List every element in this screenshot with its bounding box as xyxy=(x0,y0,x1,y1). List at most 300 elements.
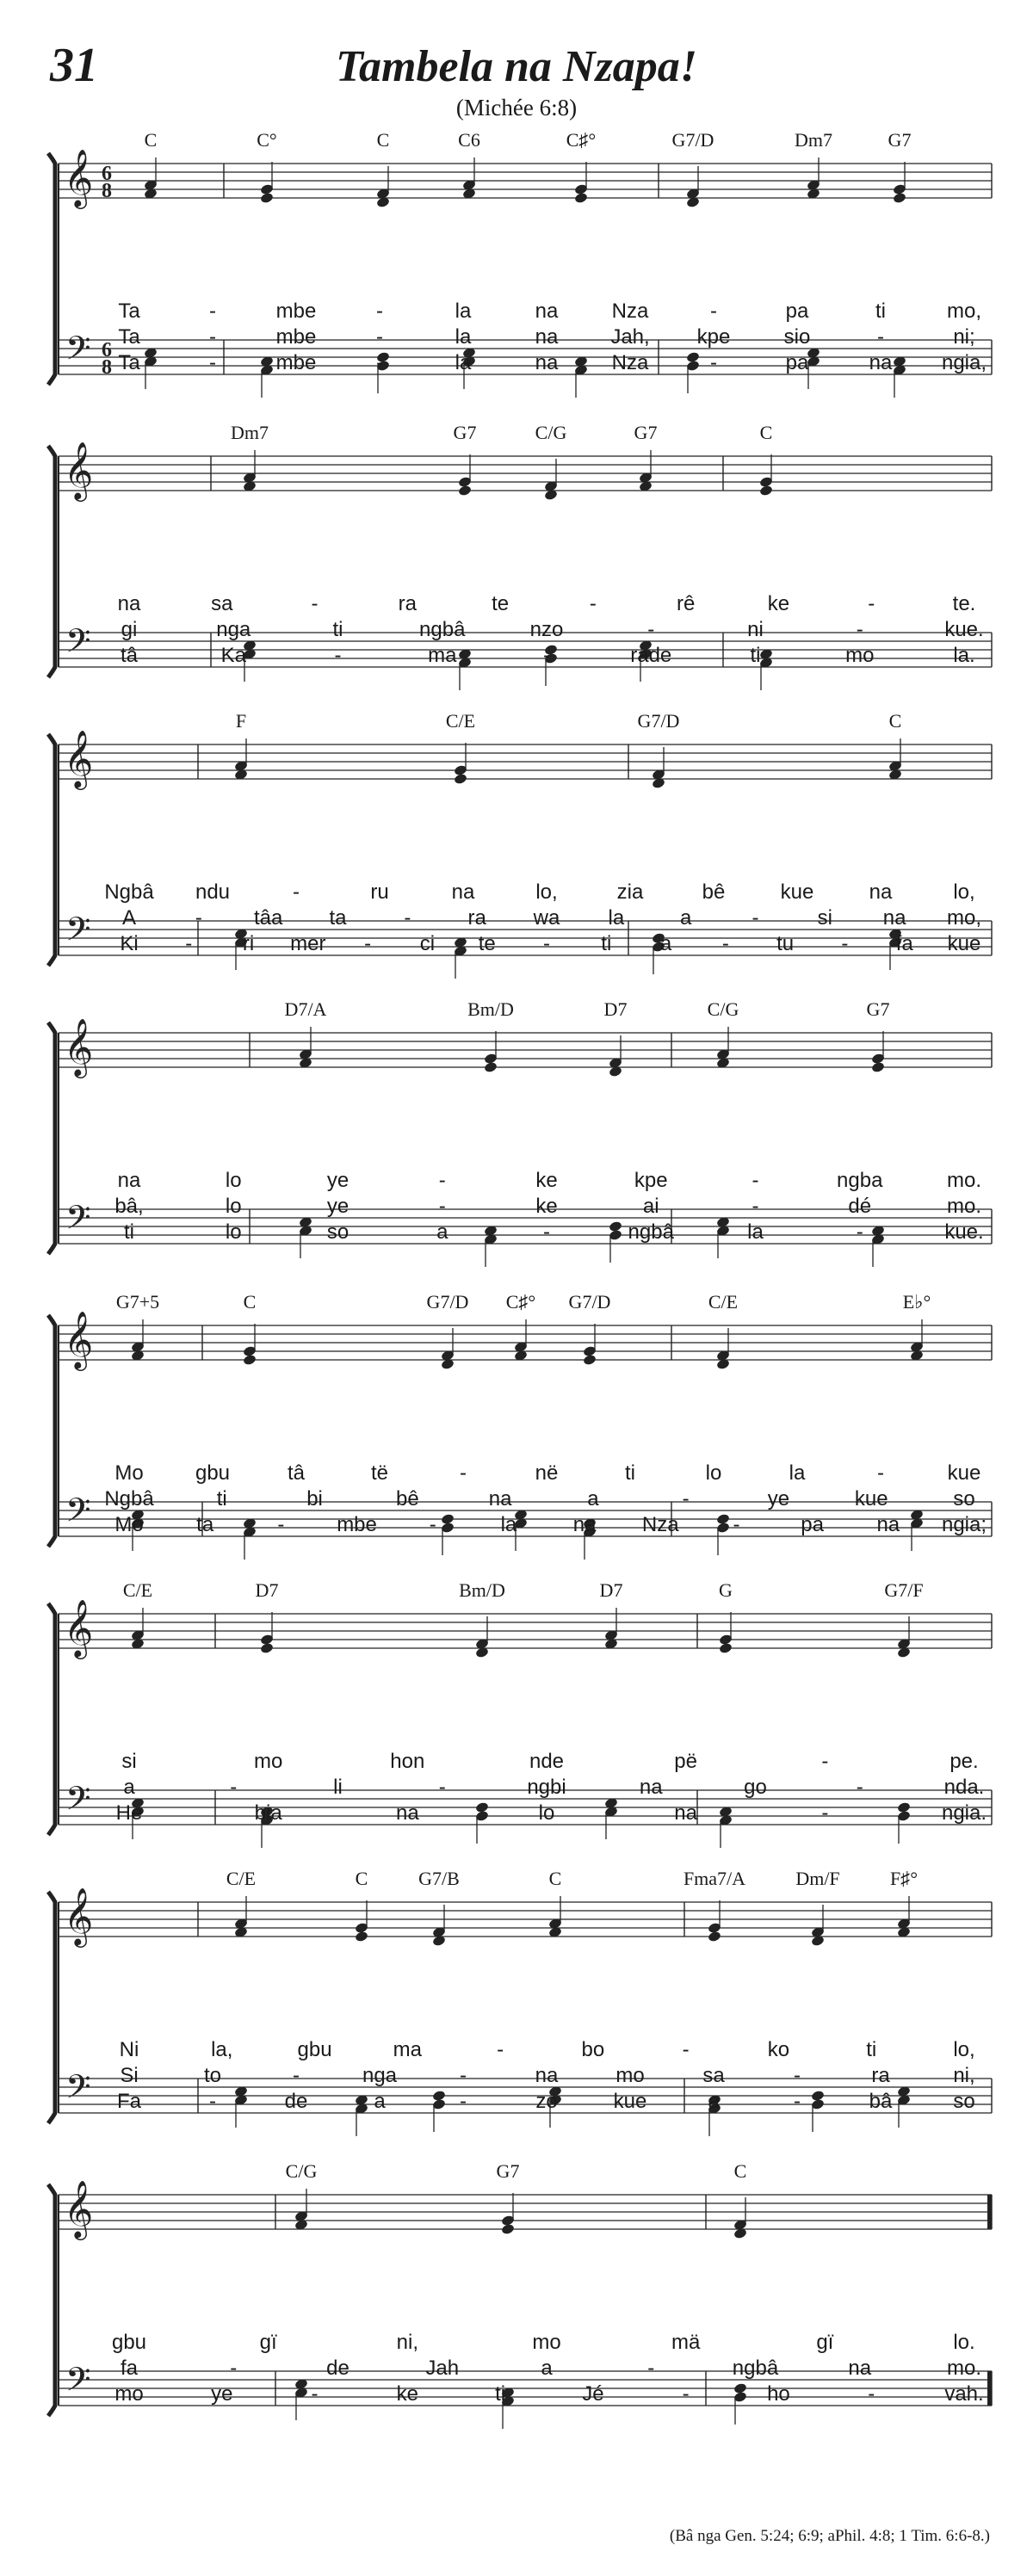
lyric-syllable: vah. xyxy=(944,2382,984,2406)
lyric-syllable: la xyxy=(500,1513,517,1536)
lyric-syllable: ngbâ xyxy=(419,618,466,641)
chord-symbol: G7/D xyxy=(568,1291,611,1313)
chord-symbol: G7 xyxy=(453,422,477,443)
chord-symbol: Dm7 xyxy=(231,422,269,443)
treble-clef-icon: 𝄞 xyxy=(64,1887,94,1945)
lyric-syllable: na xyxy=(535,2064,559,2087)
lyric-syllable: - xyxy=(460,2090,467,2113)
chord-symbol: C♯° xyxy=(505,1291,536,1313)
lyric-syllable: - xyxy=(209,2090,216,2113)
chord-symbol: C xyxy=(733,2160,747,2182)
chord-symbol: C xyxy=(759,422,773,443)
lyric-syllable: a xyxy=(708,2090,720,2113)
lyric-syllable: mo. xyxy=(946,2357,982,2380)
chord-symbol: C/G xyxy=(707,998,739,1020)
chord-symbol: Fma7/A xyxy=(683,1868,746,1889)
grand-staff xyxy=(0,1579,1033,1855)
lyric-syllable: ti xyxy=(866,2038,877,2061)
lyric-syllable: kpe xyxy=(634,1169,668,1192)
lyric-syllable: a xyxy=(374,2090,386,2113)
lyric-syllable: - xyxy=(856,618,863,641)
lyric-syllable: pa xyxy=(801,1513,824,1536)
lyric-syllable: Jah, xyxy=(610,325,650,349)
lyric-syllable: gbu xyxy=(195,1461,231,1485)
lyric-syllable: la xyxy=(789,1461,806,1485)
lyric-syllable: sio xyxy=(783,325,811,349)
bass-clef-icon: 𝄢 xyxy=(65,2360,91,2406)
lyric-syllable: na xyxy=(869,880,893,904)
lyric-syllable: lo xyxy=(705,1461,722,1485)
lyric-syllable: nga xyxy=(216,618,251,641)
bass-clef-icon: 𝄢 xyxy=(65,621,91,668)
lyric-syllable: - xyxy=(841,932,849,955)
lyric-syllable: - xyxy=(710,300,717,323)
chord-symbol: G7/D xyxy=(671,129,714,151)
lyric-syllable: - xyxy=(364,932,372,955)
lyric-syllable: ni, xyxy=(953,2064,975,2087)
lyric-syllable: - xyxy=(460,2064,467,2087)
chord-symbol: C xyxy=(548,1868,562,1889)
lyric-syllable: hon xyxy=(390,1750,425,1773)
lyric-syllable: kue xyxy=(947,1461,981,1485)
lyric-syllable: a xyxy=(587,1487,599,1510)
lyric-syllable: gï xyxy=(816,2331,834,2354)
lyric-syllable: na xyxy=(572,1513,597,1536)
lyric-syllable: - xyxy=(543,644,550,667)
lyric-syllable: He xyxy=(115,1801,143,1825)
lyric-syllable: go xyxy=(744,1776,767,1799)
lyric-syllable: zo xyxy=(535,2090,558,2113)
chord-symbol: C6 xyxy=(458,129,480,151)
lyric-syllable: - xyxy=(230,2357,238,2380)
lyric-syllable: ngbi xyxy=(527,1776,566,1799)
lyric-syllable: - xyxy=(209,351,216,374)
lyric-syllable: na xyxy=(535,300,559,323)
lyric-syllable: - xyxy=(185,932,193,955)
lyric-syllable: mo, xyxy=(946,906,982,930)
lyric-syllable: dé xyxy=(848,1195,872,1218)
lyric-syllable: - xyxy=(647,618,655,641)
lyric-syllable: ti xyxy=(625,1461,635,1485)
lyric-syllable: ni xyxy=(747,618,764,641)
lyric-syllable: ho xyxy=(767,2382,790,2406)
lyric-syllable: kue xyxy=(854,1487,888,1510)
lyric-syllable: - xyxy=(195,906,202,930)
lyric-syllable: ndu xyxy=(195,880,231,904)
lyric-syllable: kue xyxy=(613,2090,647,2113)
lyric-syllable: ngba xyxy=(837,1169,883,1192)
lyric-syllable: lo, xyxy=(953,880,975,904)
chord-symbol: G xyxy=(719,1579,733,1601)
lyric-syllable: të xyxy=(370,1461,389,1485)
lyric-syllable: - xyxy=(821,1750,829,1773)
lyric-syllable: gï xyxy=(259,2331,277,2354)
lyric-syllable: mä xyxy=(671,2331,701,2354)
lyric-syllable: a xyxy=(679,906,692,930)
treble-clef-icon: 𝄞 xyxy=(64,2179,94,2238)
lyric-syllable: kue xyxy=(780,880,814,904)
lyric-syllable: so xyxy=(326,1220,349,1244)
chord-symbol: D7/A xyxy=(284,998,327,1020)
lyric-syllable: to xyxy=(203,2064,222,2087)
lyric-syllable: na xyxy=(674,1801,698,1825)
lyric-syllable: lo xyxy=(225,1195,242,1218)
footer-references: (Bâ nga Gen. 5:24; 6:9; aPhil. 4:8; 1 Tim. 6:6-8.) xyxy=(669,2527,990,2545)
lyric-syllable: ti xyxy=(216,1487,227,1510)
lyric-syllable: na xyxy=(535,325,559,349)
lyric-syllable: te xyxy=(478,932,496,955)
chord-symbol: C/E xyxy=(122,1579,153,1601)
treble-clef-icon: 𝄞 xyxy=(64,441,94,499)
lyric-syllable: - xyxy=(877,325,884,349)
lyric-syllable: - xyxy=(682,2382,690,2406)
lyric-syllable: lo, xyxy=(535,880,558,904)
lyric-syllable: ti xyxy=(875,300,886,323)
lyric-syllable: lo xyxy=(225,1220,242,1244)
lyric-syllable: - xyxy=(209,300,216,323)
lyric-syllable: ta xyxy=(196,1513,214,1536)
bass-clef-icon: 𝄢 xyxy=(65,910,91,956)
lyric-syllable: ta xyxy=(329,906,347,930)
chord-symbol: G7+5 xyxy=(115,1291,160,1313)
lyric-syllable: gbu xyxy=(111,2331,147,2354)
lyric-syllable: - xyxy=(752,1195,759,1218)
lyric-syllable: tâ xyxy=(287,1461,306,1485)
lyric-syllable: ngia. xyxy=(941,1801,987,1825)
lyric-syllable: na xyxy=(117,1169,141,1192)
chord-symbol: Bm/D xyxy=(459,1579,505,1601)
lyric-syllable: mo. xyxy=(946,1169,982,1192)
lyric-syllable: bi xyxy=(306,1487,323,1510)
lyric-syllable: ti xyxy=(601,932,612,955)
lyric-syllable: nga xyxy=(362,2064,398,2087)
svg-text:8: 8 xyxy=(102,180,112,202)
lyric-syllable: Ngbâ xyxy=(104,880,154,904)
lyric-syllable: mo xyxy=(532,2331,561,2354)
lyric-syllable: na xyxy=(882,906,906,930)
bass-clef-icon: 𝄢 xyxy=(65,1779,91,1825)
lyric-syllable: Si xyxy=(120,2064,139,2087)
lyric-syllable: Ki xyxy=(120,932,139,955)
lyric-syllable: pa xyxy=(785,351,809,374)
lyric-syllable: - xyxy=(293,2064,300,2087)
lyric-syllable: - xyxy=(230,1776,238,1799)
lyric-syllable: la xyxy=(608,906,625,930)
lyric-syllable: - xyxy=(856,1220,863,1244)
lyric-syllable: Ta xyxy=(118,325,140,349)
grand-staff xyxy=(0,2160,1033,2436)
lyric-syllable: ri xyxy=(242,932,255,955)
lyric-syllable: na xyxy=(488,1487,512,1510)
lyric-syllable: Nza xyxy=(611,351,649,374)
chord-symbol: D7 xyxy=(599,1579,623,1601)
scripture-reference: (Michée 6:8) xyxy=(455,95,578,120)
grand-staff xyxy=(0,422,1033,697)
chord-symbol: G7 xyxy=(888,129,912,151)
lyric-syllable: tâa xyxy=(253,906,283,930)
music-system xyxy=(0,1868,1033,2143)
lyric-syllable: mo. xyxy=(946,1195,982,1218)
bass-clef-icon: 𝄢 xyxy=(65,1491,91,1537)
music-system xyxy=(0,1291,1033,1566)
chord-symbol: F♯° xyxy=(889,1868,919,1889)
lyric-syllable: fa xyxy=(120,2357,139,2380)
lyric-syllable: mo xyxy=(845,644,875,667)
lyric-syllable: ngbâ xyxy=(628,1220,674,1244)
lyric-syllable: lo. xyxy=(953,2331,975,2354)
music-system xyxy=(0,1579,1033,1855)
lyric-syllable: te xyxy=(492,592,510,615)
lyric-syllable: - xyxy=(543,1220,550,1244)
lyric-syllable: - xyxy=(429,1513,436,1536)
lyric-syllable: - xyxy=(856,1776,863,1799)
lyric-syllable: Mo xyxy=(114,1461,144,1485)
lyric-syllable: ra xyxy=(398,592,417,615)
lyric-syllable: ru xyxy=(370,880,389,904)
lyric-syllable: bâ, xyxy=(114,1195,144,1218)
lyric-syllable: - xyxy=(334,644,342,667)
lyric-syllable: na xyxy=(876,1513,900,1536)
lyric-syllable: pa xyxy=(785,300,809,323)
lyric-syllable: - xyxy=(721,932,729,955)
lyric-syllable: la xyxy=(455,351,472,374)
lyric-syllable: - xyxy=(682,1487,690,1510)
lyric-syllable: de xyxy=(284,2090,308,2113)
lyric-syllable: Ta xyxy=(118,351,140,374)
lyric-syllable: bia xyxy=(254,1801,282,1825)
lyric-syllable: na xyxy=(395,1801,419,1825)
lyric-syllable: rade xyxy=(630,644,672,667)
lyric-syllable: ra xyxy=(871,2064,890,2087)
lyric-syllable: nzo xyxy=(529,618,564,641)
lyric-syllable: fa xyxy=(895,932,913,955)
chord-symbol: D7 xyxy=(255,1579,279,1601)
lyric-syllable: zia xyxy=(616,880,644,904)
lyric-syllable: - xyxy=(682,2038,690,2061)
lyric-syllable: - xyxy=(404,906,411,930)
lyric-syllable: sa xyxy=(702,2064,725,2087)
lyric-syllable: ko xyxy=(767,2038,790,2061)
bass-clef-icon: 𝄢 xyxy=(65,329,91,375)
lyric-syllable: ti xyxy=(750,644,761,667)
chord-symbol: G7 xyxy=(634,422,658,443)
lyric-syllable: so xyxy=(953,1487,975,1510)
lyric-syllable: - xyxy=(438,1169,446,1192)
lyric-syllable: ngia, xyxy=(941,351,987,374)
lyric-syllable: ti xyxy=(495,2382,506,2406)
song-number: 31 xyxy=(50,39,98,92)
lyric-syllable: - xyxy=(589,592,597,615)
lyric-syllable: mo xyxy=(253,1750,283,1773)
lyric-syllable: A xyxy=(121,906,137,930)
lyric-syllable: ke xyxy=(535,1169,558,1192)
lyric-syllable: li xyxy=(333,1776,343,1799)
lyric-syllable: bê xyxy=(395,1487,419,1510)
lyric-syllable: - xyxy=(311,2382,319,2406)
lyric-syllable: na xyxy=(848,2357,872,2380)
chord-symbol: Bm/D xyxy=(467,998,514,1020)
lyric-syllable: kue xyxy=(947,932,981,955)
lyric-syllable: ti xyxy=(332,618,343,641)
chord-symbol: F xyxy=(235,710,247,732)
lyric-syllable: pe. xyxy=(949,1750,979,1773)
music-system xyxy=(0,2160,1033,2436)
lyric-syllable: mbe xyxy=(275,300,317,323)
lyric-syllable: rê xyxy=(676,592,696,615)
chord-symbol: C xyxy=(144,129,158,151)
lyric-syllable: - xyxy=(752,906,759,930)
lyric-syllable: - xyxy=(752,1169,759,1192)
chord-symbol: C xyxy=(376,129,390,151)
lyric-syllable: tâ xyxy=(120,644,139,667)
svg-text:8: 8 xyxy=(102,356,112,379)
lyric-syllable: Ngbâ xyxy=(104,1487,154,1510)
lyric-syllable: pë xyxy=(674,1750,698,1773)
chord-symbol: C/E xyxy=(708,1291,739,1313)
lyric-syllable: ye xyxy=(211,2382,233,2406)
lyric-syllable: bo xyxy=(581,2038,605,2061)
lyric-syllable: ke xyxy=(767,592,790,615)
grand-staff xyxy=(0,710,1033,985)
lyric-syllable: si xyxy=(121,1750,137,1773)
lyric-syllable: - xyxy=(438,1195,446,1218)
lyric-syllable: ti xyxy=(124,1220,134,1244)
svg-text:6: 6 xyxy=(102,163,112,185)
song-title: Tambela na Nzapa! xyxy=(336,42,697,91)
lyric-syllable: ci xyxy=(419,932,436,955)
lyric-syllable: la, xyxy=(211,2038,233,2061)
lyric-syllable: a xyxy=(436,1220,448,1244)
chord-symbol: C° xyxy=(257,129,277,151)
treble-clef-icon: 𝄞 xyxy=(64,729,94,788)
lyric-syllable: nde xyxy=(529,1750,565,1773)
lyric-syllable: - xyxy=(868,592,875,615)
music-system xyxy=(0,710,1033,985)
lyric-syllable: - xyxy=(311,592,319,615)
chord-symbol: Dm7 xyxy=(795,129,832,151)
chord-symbol: C/E xyxy=(445,710,476,732)
music-system xyxy=(0,129,1033,405)
lyric-syllable: lo xyxy=(225,1169,242,1192)
lyric-syllable: bê xyxy=(702,880,726,904)
lyric-syllable: mo xyxy=(114,2382,144,2406)
chord-symbol: C xyxy=(888,710,902,732)
lyric-syllable: te. xyxy=(952,592,976,615)
lyric-syllable: - xyxy=(293,880,300,904)
lyric-syllable: - xyxy=(710,351,717,374)
bass-clef-icon: 𝄢 xyxy=(65,2067,91,2114)
lyric-syllable: so xyxy=(953,2090,975,2113)
lyric-syllable: - xyxy=(794,2090,801,2113)
lyric-syllable: Ni xyxy=(119,2038,139,2061)
lyric-syllable: Ka xyxy=(220,644,246,667)
treble-clef-icon: 𝄞 xyxy=(64,1310,94,1368)
chord-symbol: G7/B xyxy=(418,1868,460,1889)
lyric-syllable: ye xyxy=(326,1169,349,1192)
lyric-syllable: kue. xyxy=(944,618,984,641)
lyric-syllable: Ta xyxy=(118,300,140,323)
lyric-syllable: ye xyxy=(767,1487,790,1510)
chord-symbol: G7/D xyxy=(637,710,680,732)
chord-symbol: G7/F xyxy=(884,1579,924,1601)
lyric-syllable: mbe xyxy=(275,325,317,349)
lyric-syllable: a xyxy=(123,1776,135,1799)
lyric-syllable: la. xyxy=(953,644,975,667)
lyric-syllable: Mo xyxy=(114,1513,144,1536)
lyric-syllable: - xyxy=(497,2038,504,2061)
lyric-syllable: Jah xyxy=(425,2357,460,2380)
lyric-syllable: - xyxy=(438,1776,446,1799)
lyric-syllable: la xyxy=(455,325,472,349)
lyric-syllable: la xyxy=(455,300,472,323)
lyric-syllable: la xyxy=(747,1220,764,1244)
lyric-syllable: na xyxy=(451,880,475,904)
chord-symbol: C xyxy=(355,1868,368,1889)
chord-symbol: G7/D xyxy=(426,1291,469,1313)
chord-symbol: C/E xyxy=(226,1868,257,1889)
lyric-syllable: - xyxy=(877,1461,884,1485)
lyric-syllable: tu xyxy=(776,932,795,955)
lyric-syllable: - xyxy=(647,2357,655,2380)
grand-staff xyxy=(0,998,1033,1274)
lyric-syllable: - xyxy=(794,2064,801,2087)
chord-symbol: E♭° xyxy=(902,1291,931,1313)
treble-clef-icon: 𝄞 xyxy=(64,1598,94,1657)
lyric-syllable: na xyxy=(535,351,559,374)
lyric-syllable: gbu xyxy=(297,2038,332,2061)
lyric-syllable: Jé xyxy=(582,2382,604,2406)
lyric-syllable: - xyxy=(209,325,216,349)
lyric-syllable: në xyxy=(535,1461,559,1485)
lyric-syllable: si xyxy=(817,906,832,930)
lyric-syllable: - xyxy=(733,1513,740,1536)
lyric-syllable: gi xyxy=(121,618,138,641)
treble-clef-icon: 𝄞 xyxy=(64,1017,94,1076)
lyric-syllable: ye xyxy=(326,1195,349,1218)
lyric-syllable: a xyxy=(541,2357,553,2380)
lyric-syllable: ke xyxy=(535,1195,558,1218)
lyric-syllable: - xyxy=(277,1513,285,1536)
lyric-syllable: ai xyxy=(642,1195,659,1218)
chord-symbol: C/G xyxy=(535,422,567,443)
lyric-syllable: - xyxy=(376,351,383,374)
chord-symbol: C♯° xyxy=(566,129,597,151)
lyric-syllable: na xyxy=(869,351,893,374)
chord-symbol: G7 xyxy=(866,998,890,1020)
lyric-syllable: nda. xyxy=(943,1776,985,1799)
lyric-syllable: na xyxy=(117,592,141,615)
lyric-syllable: ke xyxy=(396,2382,419,2406)
lyric-syllable: na xyxy=(639,1776,663,1799)
bass-clef-icon: 𝄢 xyxy=(65,1198,91,1245)
lyric-syllable: - xyxy=(460,1461,467,1485)
lyric-syllable: de xyxy=(326,2357,349,2380)
lyric-syllable: mo, xyxy=(946,300,982,323)
lyric-syllable: a xyxy=(659,932,672,955)
lyric-syllable: mo xyxy=(615,2064,645,2087)
chord-symbol: D7 xyxy=(603,998,628,1020)
lyric-syllable: wa xyxy=(533,906,560,930)
lyric-syllable: ma xyxy=(393,2038,422,2061)
lyric-syllable: kpe xyxy=(696,325,731,349)
lyric-syllable: mbe xyxy=(275,351,317,374)
lyric-syllable: ngbâ xyxy=(732,2357,779,2380)
music-system xyxy=(0,422,1033,697)
lyric-syllable: bâ xyxy=(869,2090,893,2113)
lyric-syllable: Nza xyxy=(611,300,649,323)
lyric-syllable: - xyxy=(868,2382,875,2406)
chord-symbol: C/G xyxy=(285,2160,318,2182)
